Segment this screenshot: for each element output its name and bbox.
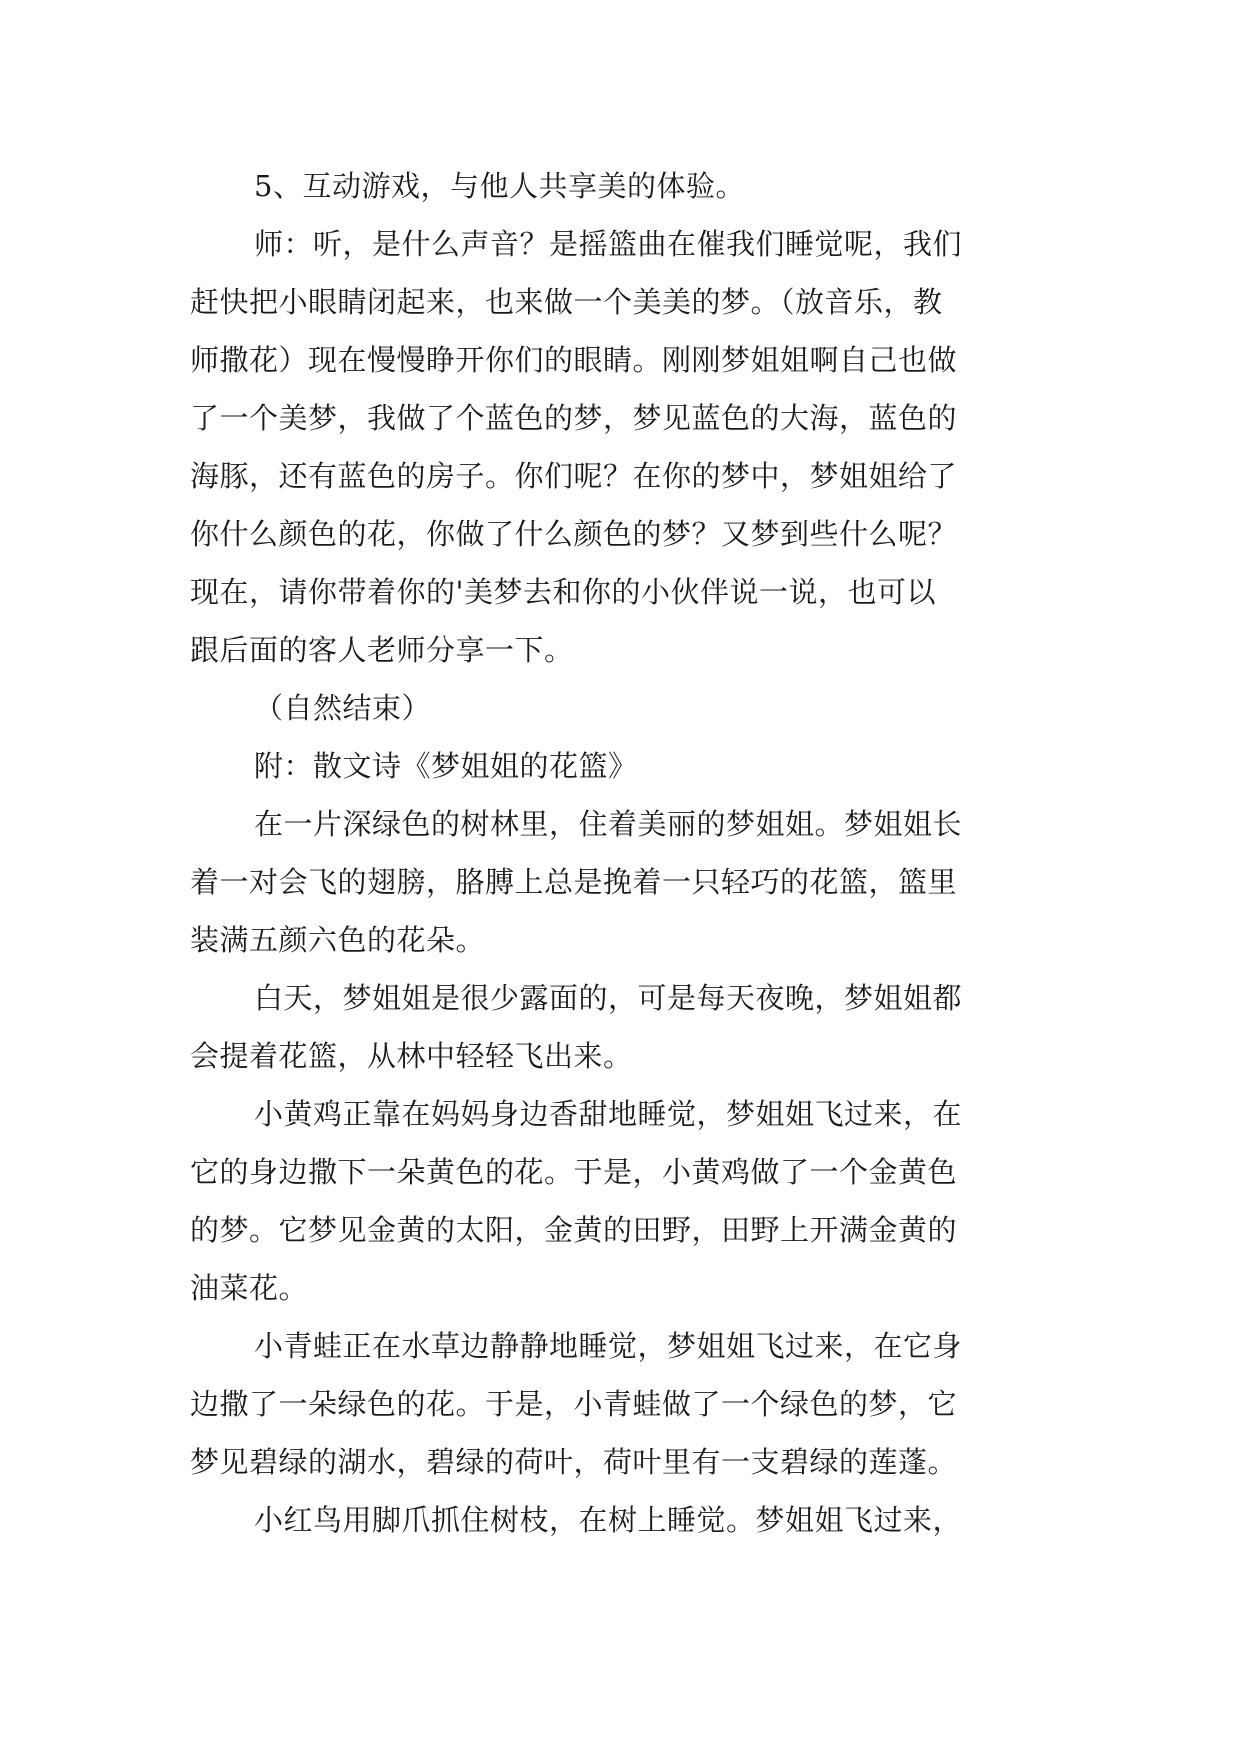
text-line: 白天，梦姐姐是很少露面的，可是每天夜晚，梦姐姐都 (254, 981, 963, 1015)
document-body (190, 157, 1060, 1549)
text-line: 油菜花。 (190, 1271, 309, 1305)
text-line: 的梦。它梦见金黄的太阳，金黄的田野，田野上开满金黄的 (190, 1213, 958, 1247)
section-heading: 5、互动游戏，与他人共享美的体验。 (254, 169, 745, 203)
text-line: 小红鸟用脚爪抓住树枝，在树上睡觉。梦姐姐飞过来， (254, 1503, 963, 1537)
text-line: 它的身边撒下一朵黄色的花。于是，小黄鸡做了一个金黄色 (190, 1155, 958, 1189)
text-line: 着一对会飞的翅膀，胳膊上总是挽着一只轻巧的花篮，篮里 (190, 865, 958, 899)
text-line: 在一片深绿色的树林里，住着美丽的梦姐姐。梦姐姐长 (254, 807, 963, 841)
text-line: 赶快把小眼睛闭起来，也来做一个美美的梦。（放音乐，教 (190, 285, 943, 319)
text-line: 跟后面的客人老师分享一下。 (190, 633, 574, 667)
text-line: 梦见碧绿的湖水，碧绿的荷叶，荷叶里有一支碧绿的莲蓬。 (190, 1445, 958, 1479)
text-line: 现在，请你带着你的'美梦去和你的小伙伴说一说，也可以 (190, 575, 936, 609)
text-line: 边撒了一朵绿色的花。于是，小青蛙做了一个绿色的梦，它 (190, 1387, 958, 1421)
text-line: 会提着花篮，从林中轻轻飞出来。 (190, 1039, 633, 1073)
text-line: 了一个美梦，我做了个蓝色的梦，梦见蓝色的大海，蓝色的 (190, 401, 958, 435)
text-line: 小黄鸡正靠在妈妈身边香甜地睡觉，梦姐姐飞过来，在 (254, 1097, 963, 1131)
text-line: 小青蛙正在水草边静静地睡觉，梦姐姐飞过来，在它身 (254, 1329, 963, 1363)
appendix-title: 附：散文诗《梦姐姐的花篮》 (254, 749, 638, 783)
text-line: （自然结束） (254, 691, 432, 725)
text-line: 你什么颜色的花，你做了什么颜色的梦？又梦到些什么呢？ (190, 517, 958, 551)
text-line: 师：听，是什么声音？是摇篮曲在催我们睡觉呢，我们 (254, 227, 963, 261)
text-line: 海豚，还有蓝色的房子。你们呢？在你的梦中，梦姐姐给了 (190, 459, 958, 493)
text-line: 师撒花）现在慢慢睁开你们的眼睛。刚刚梦姐姐啊自己也做 (190, 343, 958, 377)
text-line: 装满五颜六色的花朵。 (190, 923, 486, 957)
